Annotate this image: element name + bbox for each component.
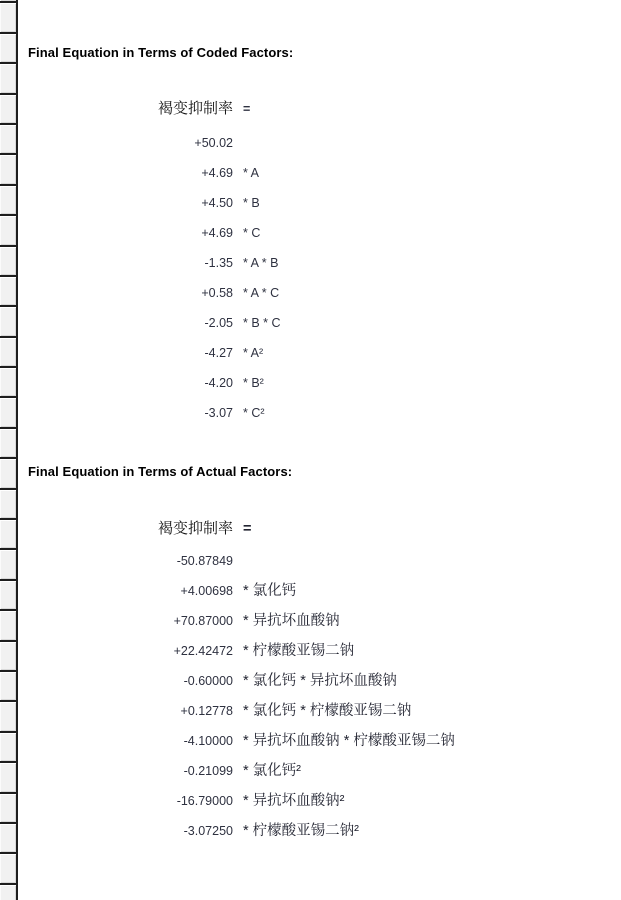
term-coefficient: +0.58 [201,286,233,300]
term-factor: * A [243,166,259,180]
term-coefficient: -1.35 [204,256,233,270]
row-header-cell [0,794,16,824]
response-row [18,512,621,546]
term-factor: * 氯化钙 * 柠檬酸亚锡二钠 [243,703,412,719]
row-header-cell [0,338,16,368]
coded-factors-heading: Final Equation in Terms of Coded Factors: [28,45,294,60]
row-header-cell [0,277,16,307]
term-coefficient: -4.10000 [183,734,233,748]
row-header-cell [0,64,16,94]
response-row [18,92,621,126]
equation-term-row [18,786,621,816]
coded-terms-list [18,128,621,428]
row-header-cell [0,216,16,246]
row-header-cell [0,307,16,337]
term-factor: * 异抗坏血酸钠² [243,793,345,809]
row-header-cell [0,125,16,155]
term-coefficient: -2.05 [204,316,233,330]
term-factor: * B [243,196,260,210]
term-coefficient: -0.60000 [183,674,233,688]
equation-term-row [18,338,621,368]
response-name: 褐变抑制率 [157,100,233,117]
row-header-cell [0,368,16,398]
row-header-cell [0,155,16,185]
row-header-cell [0,733,16,763]
row-header-cell [0,611,16,641]
row-header-cell [0,763,16,793]
equation-term-row [18,248,621,278]
term-factor: * A * C [243,286,280,300]
equation-term-row [18,218,621,248]
term-factor: * C² [243,406,265,420]
row-header-cell [0,459,16,489]
term-coefficient: +70.87000 [173,614,233,628]
row-header-cell [0,702,16,732]
row-header-cell [0,186,16,216]
row-header-cell [0,95,16,125]
actual-equation [18,512,621,846]
actual-terms-list [18,546,621,846]
row-header-cell [0,581,16,611]
term-factor: * 异抗坏血酸钠 [243,613,340,629]
equation-term-row [18,696,621,726]
equation-term-row [18,666,621,696]
term-coefficient: -4.20 [204,376,233,390]
row-header-cell [0,247,16,277]
row-header-cell [0,398,16,428]
row-header-cell [0,34,16,64]
term-factor: * B² [243,376,264,390]
equals-sign: = [243,521,252,537]
row-header-cell [0,824,16,854]
row-header-cell [0,490,16,520]
equals-sign: = [243,102,251,116]
term-coefficient: -16.79000 [176,794,233,808]
term-factor: * 氯化钙 [243,583,297,599]
term-coefficient: +4.00698 [180,584,233,598]
row-header-cell [0,672,16,702]
equation-term-row [18,398,621,428]
row-header-cell [0,429,16,459]
equation-term-row [18,726,621,756]
equation-term-row [18,128,621,158]
term-coefficient: +50.02 [194,136,233,150]
equation-term-row [18,278,621,308]
term-factor: * 氯化钙 * 异抗坏血酸钠 [243,673,397,689]
row-header-cell [0,642,16,672]
term-factor: * 异抗坏血酸钠 * 柠檬酸亚锡二钠 [243,733,455,749]
term-coefficient: +22.42472 [173,644,233,658]
equation-term-row [18,606,621,636]
equation-term-row [18,188,621,218]
equation-term-row [18,576,621,606]
equation-term-row [18,756,621,786]
equation-term-row [18,308,621,338]
term-factor: * 氯化钙² [243,763,301,779]
actual-factors-heading: Final Equation in Terms of Actual Factors: [28,464,293,479]
term-factor: * 柠檬酸亚锡二钠 [243,643,355,659]
coded-equation [18,92,621,428]
coded-factors-section [18,0,621,428]
term-coefficient: +4.69 [201,166,233,180]
row-header-cell [0,550,16,580]
row-header-cell [0,3,16,33]
term-factor: * C [243,226,261,240]
row-header-cell [0,885,16,900]
term-coefficient: -4.27 [204,346,233,360]
actual-factors-section [18,428,621,846]
term-coefficient: -3.07250 [183,824,233,838]
row-header-strip [0,0,18,900]
equation-term-row [18,636,621,666]
equation-term-row [18,546,621,576]
response-name: 褐变抑制率 [157,520,233,537]
row-header-cell [0,520,16,550]
term-coefficient: +4.69 [201,226,233,240]
equation-term-row [18,368,621,398]
equation-term-row [18,158,621,188]
term-coefficient: -3.07 [204,406,233,420]
term-coefficient: -50.87849 [176,554,233,568]
term-factor: * A * B [243,256,279,270]
row-header-cell [0,854,16,884]
term-coefficient: +0.12778 [180,704,233,718]
term-coefficient: +4.50 [201,196,233,210]
term-factor: * B * C [243,316,281,330]
equation-term-row [18,816,621,846]
content-area [18,0,621,846]
term-coefficient: -0.21099 [183,764,233,778]
term-factor: * A² [243,346,264,360]
term-factor: * 柠檬酸亚锡二钠² [243,823,359,839]
